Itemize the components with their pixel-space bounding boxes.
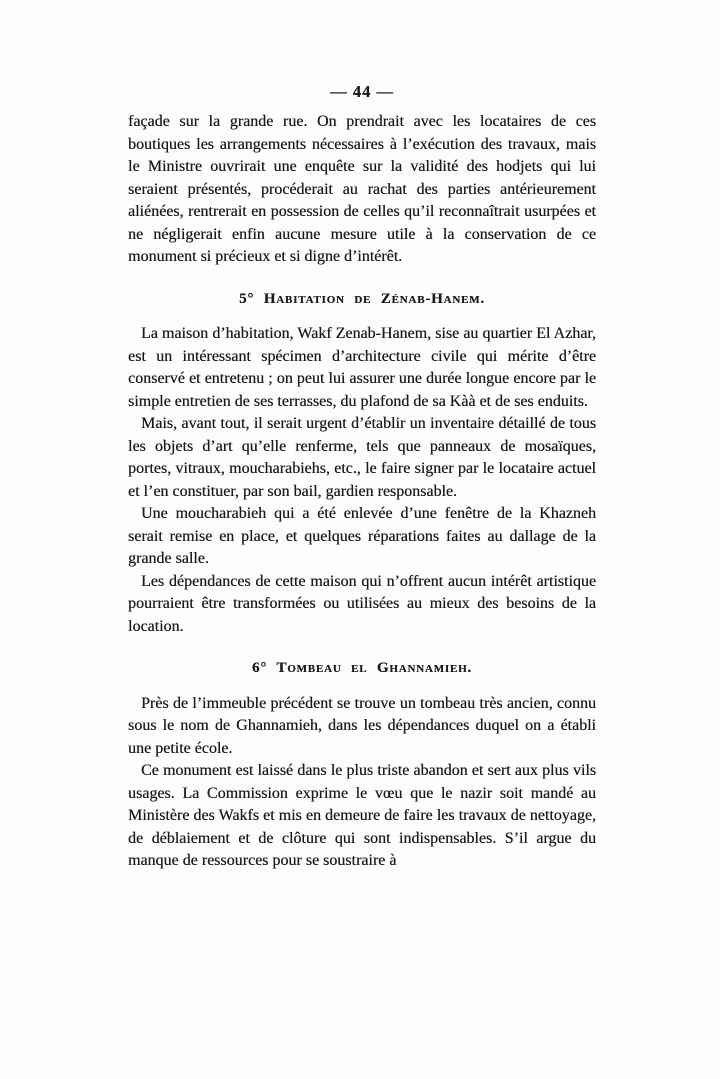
section-5-paragraph-1: La maison d’habitation, Wakf Zenab-Hanem, sise au quartier El Azhar, est un intéressant spécimen d’architecture civile qui mérite d’être conservé et entretenu ; on peut lui assurer une durée longue encore par le simple entretien de ses terrasses, du plafond de sa Kàà et de ses enduits. <box>128 325 596 410</box>
intro-paragraph: façade sur la grande rue. On prendrait avec les locataires de ces boutiques les arrangements nécessaires à l’exécution des travaux, mais le Ministre ouvrirait une enquête sur la validité des hodjets qui lui seraient présentés, procéderait au rachat des parties antérieurement aliénées, rentrerait en possession de celles qu’il reconnaîtrait usurpées et ne négligerait enfin aucune mesure utile à la conservation de ce monument si précieux et si digne d’intérêt. <box>128 113 596 265</box>
section-6-heading: 6° Tombeau el Ghannamieh. <box>252 660 472 676</box>
section-5-paragraph-3: Une moucharabieh qui a été enlevée d’une fenêtre de la Khazneh serait remise en place, et quelques réparations faites au dallage de la grande salle. <box>128 505 596 567</box>
page-number: — 44 — <box>330 82 394 101</box>
section-6-paragraph-1: Près de l’immeuble précédent se trouve un tombeau très ancien, connu sous le nom de Ghannamieh, dans les dépendances duquel on a établi une petite école. <box>128 694 596 757</box>
section-5-heading: 5° Habitation de Zénab-Hanem. <box>239 290 485 307</box>
section-6-paragraph-2: Ce monument est laissé dans le plus triste abandon et sert aux plus vils usages. La Commission exprime le vœu que le nazir soit mandé au Ministère des Wakfs et mis en demeure de faire les travaux de nettoyage, de déblaiement et de clôture qui sont indispensables. S’il argue du manque de ressources pour se soustraire à <box>128 762 596 869</box>
section-5-paragraph-4: Les dépendances de cette maison qui n’offrent aucun intérêt artistique pourraient être transformées ou utilisées au mieux des besoins de la location. <box>128 572 596 635</box>
text-column <box>128 111 596 873</box>
section-5-paragraph-2: Mais, avant tout, il serait urgent d’établir un inventaire détaillé de tous les objets d’art qu’elle renferme, tels que panneaux de mosaïques, portes, vitraux, moucharabiehs, etc., le faire signer par le locataire actuel et l’en constituer, par son bail, gardien responsable. <box>128 415 596 500</box>
